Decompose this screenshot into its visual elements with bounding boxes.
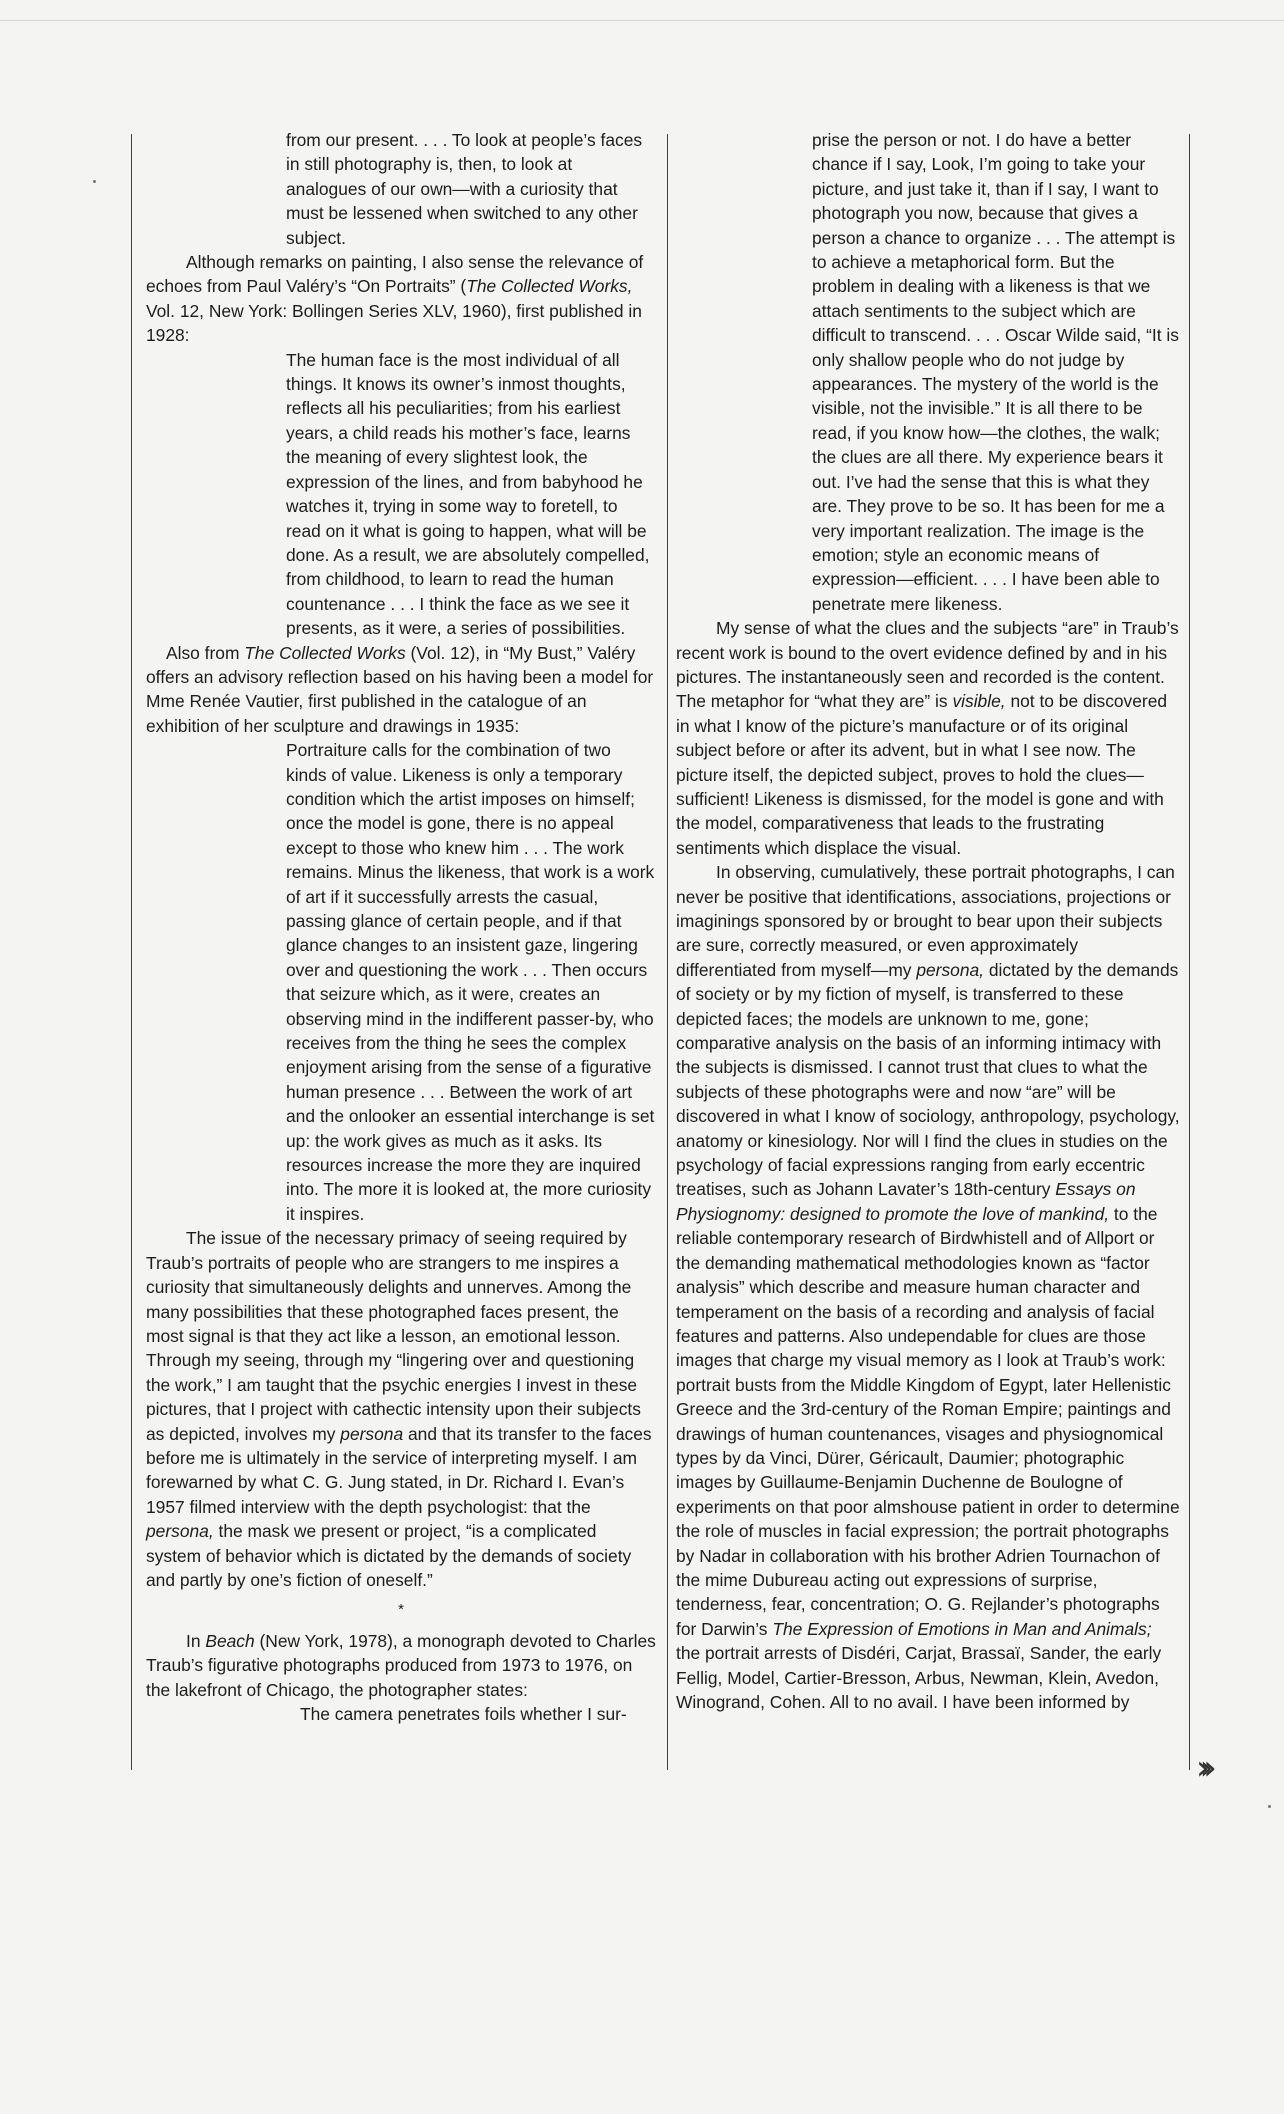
paragraph-beach: In Beach (New York, 1978), a monograph devoted to Charles Traub’s figurative photographs produced from 1973 to 1976, on the lakefront of Chicago, the photographer states: [146,1630,656,1700]
book-title: Beach [205,1630,255,1651]
paragraph-clues: My sense of what the clues and the subjects “are” in Traub’s recent work is bound to the overt evidence defined by and in his pictures. The instantaneously seen and recorded is the content. The metaphor for “what they are” is visible, not to be discovered in what I know of the picture’s manufacture or of its original subject before or after its advent, but in what I see now. The picture itself, the depicted subject, proves to hold the clues—sufficient! Likeness is dismissed, for the model is gone and with the model, comparativeness that leads to the frustrating sentiments which displace the visual. [676,618,1179,858]
left-margin-rule [131,134,132,1770]
column-divider-rule [667,134,668,1770]
paper-speck [93,180,96,183]
quote-continuation: from our present. . . . To look at people’s faces in still photography is, then, to look at analogues of our own—with a curiosity that must be lessened when switched to any other subject. [286,130,643,248]
right-column [676,128,1180,1714]
quote-human-face: The human face is the most individual of all things. It knows its owner’s inmost thoughts, reflects all his peculiarities; from his earliest years, a child reads his mother’s face, learns the meaning of every slightest look, the expression of the lines, and from babyhood he watches it, trying in some way to foretell, to read on it what is going to happen, what will be done. As a result, we are absolutely compelled, from childhood, to learn to read the human countenance . . . I think the face as we see it presents, as it were, a series of possibilities. [286,349,650,639]
quote-portraiture: Portraiture calls for the combination of two kinds of value. Likeness is only a temporary condition which the artist imposes on himself; once the model is gone, there is no appeal except to those who knew him . . . The work remains. Minus the likeness, that work is a work of art if it successfully arrests the casual, passing glance of certain people, and if that glance changes to an insistent gaze, lingering over and questioning the work . . . Then occurs that seizure which, as it were, creates an observing mind in the indifferent passer-by, who receives from the thing he sees the complex enjoyment arising from the sense of a figurative human presence . . . Between the work of art and the onlooker an essential interchange is set up: the work gives as much as it asks. Its resources increase the more they are inquired into. The more it is looked at, the more curiosity it inspires. [286,740,655,1224]
section-separator: * [398,1601,404,1619]
paragraph-valery-portraits: Although remarks on painting, I also sense the relevance of echoes from Paul Valéry’s “On Portraits” (The Collected Works, Vol. 12, New York: Bollingen Series XLV, 1960), first published in 1928: [146,252,644,346]
page-top-edge [0,20,1284,21]
quote-camera-continuation: prise the person or not. I do have a better chance if I say, Look, I’m going to take your picture, and just take it, than if I say, I want to photograph you now, because that gives a person a chance to organize . . . The attempt is to achieve a metaphorical form. But the problem in dealing with a likeness is that we attach sentiments to the subject which are difficult to transcend. . . . Oscar Wilde said, “It is only shallow people who do not judge by appearances. The mystery of the world is the visible, not the invisible.” It is all there to be read, if you know how—the clothes, the walk; the clues are all there. My experience bears it out. I’ve had the sense that this is what they are. They prove to be so. It has been for me a very important realization. The image is the emotion; style an economic means of expression—efficient. . . . I have been able to penetrate mere likeness. [812,130,1179,614]
continue-arrows-icon: ››› [1196,1748,1207,1788]
book-title: Essays on Physiognomy: designed to promote the love of mankind, [676,1179,1136,1224]
paragraph-my-bust: Also from The Collected Works (Vol. 12), in “My Bust,” Valéry offers an advisory reflection based on his having been a model for Mme Renée Vautier, first published in the catalogue of an exhibition of her sculpture and drawings in 1935: [146,642,654,736]
paragraph-observing: In observing, cumulatively, these portrait photographs, I can never be positive that identifications, associations, projections or imaginings sponsored by or brought to bear upon their subjects are sure, correctly measured, or even approximately differentiated from myself—my persona, dictated by the demands of society or by my fiction of myself, is transferred to these depicted faces; the models are unknown to me, gone; comparative analysis on the basis of an informing intimacy with the subjects is dismissed. I cannot trust that clues to what the subjects of these photographs were and now “are” will be discovered in what I know of sociology, anthropology, psychology, anatomy or kinesiology. Nor will I find the clues in studies on the psychology of facial expressions ranging from early eccentric treatises, such as Johann Lavater’s 18th-century Essays on Physiognomy: designed to promote the love of mankind, to the reliable contemporary research of Birdwhistell and of Allport or the demanding mathematical methodologies known as “factor analysis” which describe and measure human character and temperament on the basis of a recording and analysis of facial features and patterns. Also undependable for clues are those images that charge my visual memory as I look at Traub’s work: portrait busts from the Middle Kingdom of Egypt, later Hellenistic Greece and the 3rd-century of the Roman Empire; paintings and drawings of human countenances, visages and physiognomical types by da Vinci, Dürer, Géricault, Daumier; photographic images by Guillaume-Benjamin Duchenne de Boulogne of experiments on that poor almshouse patient in order to determine the role of muscles in facial expression; the portrait photographs by Nadar in collaboration with his brother Adrien Tournachon of the mime Dubureau acting out expressions of surprise, tenderness, fear, concentration; O. G. Rejlander’s photographs for Darwin’s The Expression of Emotions in Man and Animals; the portrait arrests of Disdéri, Carjat, Brassaï, Sander, the early Fellig, Model, Cartier-Bresson, Arbus, Newman, Klein, Avedon, Winogrand, Cohen. All to no avail. I have been informed by [676,862,1180,1712]
book-title: The Collected Works [244,642,406,663]
quote-camera-start: The camera penetrates foils whether I sur- [300,1704,627,1724]
paragraph-primacy-of-seeing: The issue of the necessary primacy of seeing required by Traub’s portraits of people who are strangers to me inspires a curiosity that simultaneously delights and unnerves. Among the many possibilities that these photographed faces present, the most signal is that they act like a lesson, an emotional lesson. Through my seeing, through my “lingering over and questioning the work,” I am taught that the psychic energies I invest in these pictures, that I project with cathectic intensity upon their subjects as depicted, involves my persona and that its transfer to the faces before me is ultimately in the service of interpreting myself. I am forewarned by what C. G. Jung stated, in Dr. Richard I. Evan’s 1957 filmed interview with the depth psychologist: that the persona, the mask we present or project, “is a complicated system of behavior which is dictated by the demands of society and partly by one’s fiction of oneself.” [146,1228,652,1590]
paper-speck [1268,1805,1271,1808]
right-margin-rule [1189,134,1190,1770]
left-column [146,128,656,1726]
book-title: The Collected Works, [466,276,633,297]
book-title: The Expression of Emotions in Man and Animals; [772,1618,1152,1639]
